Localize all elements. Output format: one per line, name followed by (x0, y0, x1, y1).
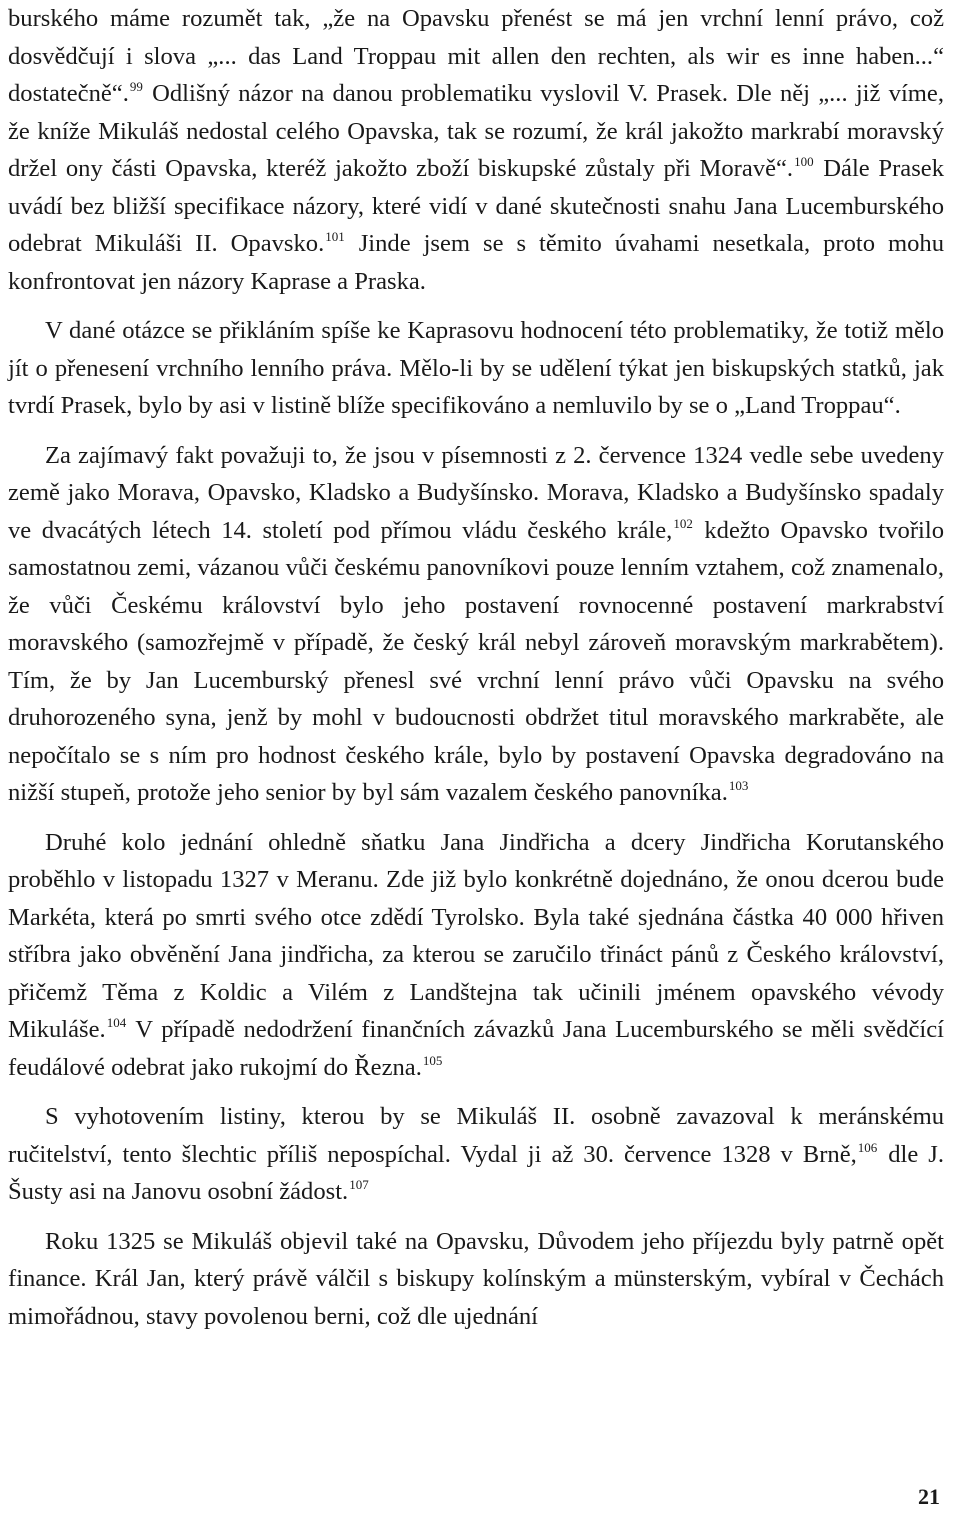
footnote-ref: 103 (728, 778, 749, 793)
footnote-ref: 105 (422, 1052, 443, 1068)
text-run: Odlišný názor na danou problematiku vyslovil V. Prasek. Dle něj „... již víme, že kníže Mikuláš nedostal celého Opavska, tak se rozumí, že král jakožto markrabí moravský držel ony části Opavska, kteréž jakožto zboží biskupské zůstaly při Moravě“. (8, 80, 944, 182)
footnote-ref: 102 (673, 515, 693, 531)
page-number: 21 (918, 1484, 940, 1509)
body-text (8, 0, 944, 1335)
text-run: dle J. Šusty asi na Janovu osobní žádost. (8, 1140, 945, 1205)
paragraph (8, 824, 944, 1087)
footnote-ref: 99 (129, 79, 143, 94)
text-run: V dané otázce se přikláním spíše ke Kaprasovu hodnocení této problematiky, že totiž mělo jít o přenesení vrchního lenního práva. Mělo-li by se udělení týkat jen biskupských statků, jak tvrdí Prasek, bylo by asi v listině blíže specifikováno a nemluvilo by se o „Land Troppau“. (8, 317, 944, 419)
text-run: S vyhotovením listiny, kterou by se Mikuláš II. osobně zavazoval k meránskému ručitelství, tento šlechtic příliš nepospíchal. Vydal ji až 30. července 1328 v Brně, (8, 1103, 944, 1168)
footnote-ref: 100 (794, 154, 814, 169)
document-page (8, 0, 945, 1509)
footnote-ref: 104 (106, 1015, 127, 1030)
footnote-ref: 101 (325, 229, 345, 244)
text-run: Druhé kolo jednání ohledně sňatku Jana Jindřicha a dcery Jindřicha Korutanského proběhlo v listopadu 1327 v Meranu. Zde již bylo konkrétně dojednáno, že onou dcerou bude Markéta, která po smrti svého otce zdědí Tyrolsko. Byla také sjednána částka 40 000 hřiven stříbra jako obvěnění Jana jindřicha, za kterou se zaručilo třináct pánů z Českého království, přičemž Těma z Koldic a Vilém z Landštejna tak učinili jménem opavského vévody Mikuláše. (8, 828, 944, 1043)
text-run: V případě nedodržení finančních závazků Jana Lucemburského se měli svědčící feudálové odebrat jako rukojmí do Řezna. (8, 1016, 944, 1081)
paragraph (8, 437, 944, 812)
paragraph (8, 312, 944, 425)
text-run: Za zajímavý fakt považuji to, že jsou v písemnosti z 2. července 1324 vedle sebe uvedeny země jako Morava, Opavsko, Kladsko a Budyšínsko. Morava, Kladsko a Budyšínsko spadaly ve dvacátých létech 14. století pod přímou vládu českého krále, (8, 441, 944, 544)
text-run: kdežto Opavsko tvořilo samostatnou zemi, vázanou vůči českému panovníkovi pouze lenním vztahem, což znamenalo, že vůči Českému království bylo jeho postavení rovnocenné postavení markrabství moravského (samozřejmě v případě, že český král nebyl zároveň moravským markrabětem). Tím, že by Jan Lucemburský přenesl své vrchní lenní právo vůči Opavsku na svého druhorozeného syna, jenž by mohl v budoucnosti obdržet titul moravského markraběte, ale nepočítalo se s ním pro hodnost českého krále, bylo by postavení Opavska degradováno na nižší stupeň, protože jeho senior by byl sám vazalem českého panovníka. (8, 516, 945, 806)
paragraph (8, 1223, 944, 1336)
text-run: burského máme rozumět tak, „že na Opavsku přenést se má jen vrchní lenní právo, což dosvědčují i slova „... das Land Troppau mit allen den rechten, als wir es inne haben...“ dostatečně“. (8, 5, 944, 107)
text-run: Dále Prasek uvádí bez bližší specifikace názory, které vidí v dané skutečnosti snahu Jana Lucemburského odebrat Mikuláši II. Opavsko. (8, 155, 944, 257)
footnote-ref: 107 (349, 1177, 369, 1192)
text-run: Jinde jsem se s těmito úvahami nesetkala, proto mohu konfrontovat jen názory Kaprase a Praska. (8, 230, 944, 295)
text-run: Roku 1325 se Mikuláš objevil také na Opavsku, Důvodem jeho příjezdu byly patrně opět finance. Král Jan, který právě válčil s biskupy kolínským a münsterským, vybíral v Čechách mimořádnou, stavy povolenou berni, což dle ujednání (8, 1227, 944, 1330)
paragraph (8, 0, 944, 300)
paragraph (8, 1098, 944, 1211)
footnote-ref: 106 (857, 1139, 878, 1155)
